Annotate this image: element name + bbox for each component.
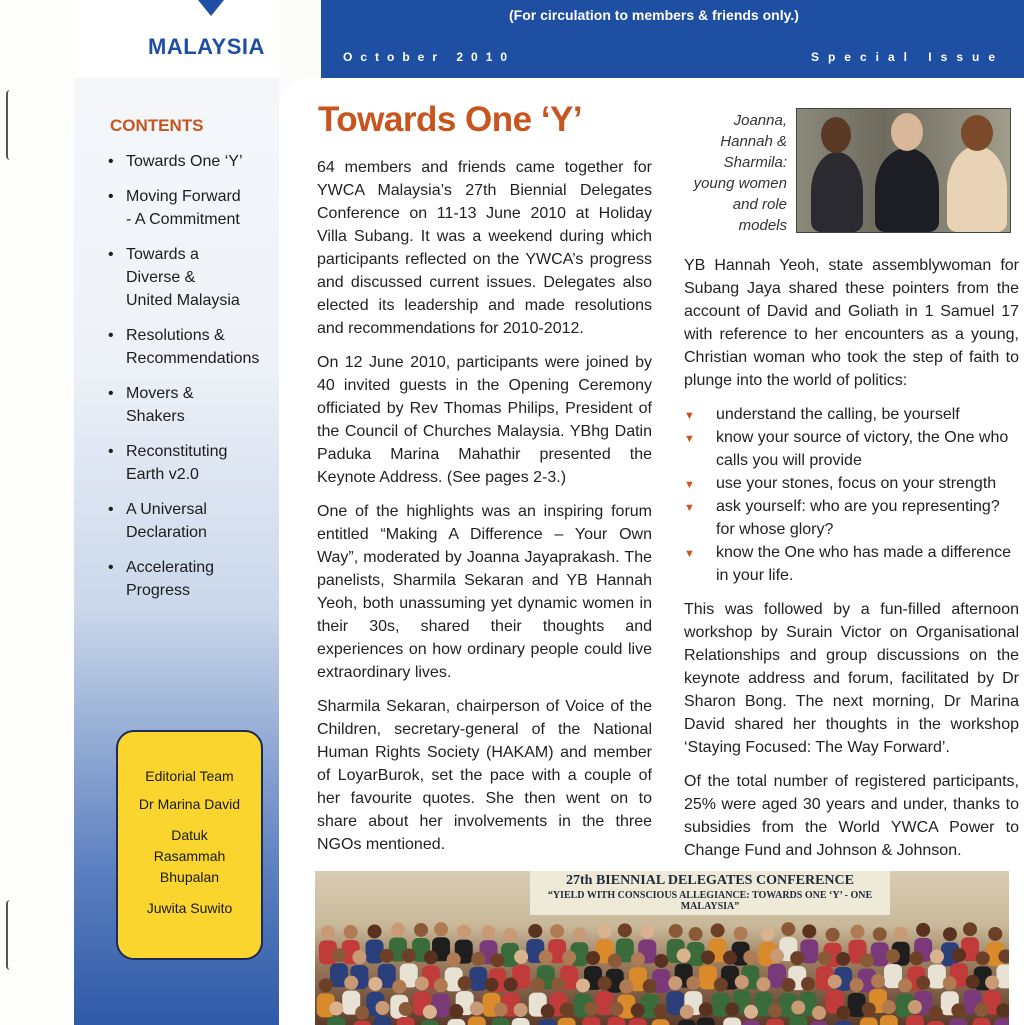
crowd-person-head: [541, 1004, 555, 1018]
crowd-person-head: [686, 976, 700, 990]
crowd-person-head: [560, 1003, 574, 1017]
crowd-person-head: [782, 978, 796, 992]
issue-date: October 2010: [343, 50, 516, 64]
crowd-person-head: [963, 922, 977, 936]
crowd-person-head: [894, 927, 908, 941]
contents-item[interactable]: • Moving Forward - A Commitment: [104, 185, 279, 231]
banner-line-1: 27th BIENNIAL DELEGATES CONFERENCE: [566, 873, 854, 888]
crowd-person-head: [494, 1003, 508, 1017]
crowd-person-head: [485, 978, 499, 992]
crowd-person-head: [677, 948, 691, 962]
crowd-person-head: [434, 978, 448, 992]
crowd-person-head: [871, 974, 885, 988]
crowd-person-head: [562, 951, 576, 965]
crowd-person-body: [539, 1019, 557, 1025]
crowd-person-head: [812, 1006, 826, 1020]
paragraph: This was followed by a fun-filled afternoon workshop by Surain Victor on Organisational Relationships and group discussions on the keynote address and forum, facilitated by Dr Sharon Bong. The next morning, Dr Marina David shared her thoughts in the workshop ‘Staying Focused: The Way Forward’.: [684, 601, 1019, 756]
crowd-person-body: [327, 1017, 345, 1025]
crowd-person-head: [850, 978, 864, 992]
crowd-person-head: [930, 950, 944, 964]
crowd-person-head: [761, 927, 775, 941]
group-photo: [315, 871, 1009, 1025]
crowd-person-head: [951, 1003, 965, 1017]
crowd-person-head: [909, 951, 923, 965]
crowd-person-head: [457, 925, 471, 939]
crowd-person-head: [862, 1002, 876, 1016]
crowd-person-head: [319, 978, 333, 992]
paper-margin: [0, 0, 74, 1025]
crowd-person-body: [789, 1016, 807, 1025]
crowd-person-head: [689, 927, 703, 941]
crowd-person-head: [415, 976, 429, 990]
crowd-person-head: [791, 1001, 805, 1015]
crowd-person-head: [344, 976, 358, 990]
crowd-person-head: [735, 975, 749, 989]
crowd-person-head: [402, 949, 416, 963]
crowd-person-head: [781, 922, 795, 936]
crowd-person-head: [714, 978, 728, 992]
crowd-person-head: [434, 922, 448, 936]
binding-clip: [6, 900, 12, 970]
crowd-person-head: [608, 954, 622, 968]
crowd-person-body: [492, 1018, 510, 1025]
crowd-person-head: [908, 1000, 922, 1014]
pointer-item: ▼ know the One who has made a difference in your life.: [684, 541, 1019, 587]
crowd-person-head: [790, 951, 804, 965]
crowd-person-head: [826, 928, 840, 942]
crowd-person-head: [801, 977, 815, 991]
crowd-person-body: [973, 1018, 991, 1025]
crowd-person-head: [643, 979, 657, 993]
crowd-person-head: [368, 924, 382, 938]
crowd-person-body: [582, 1017, 600, 1025]
crowd-person-body: [652, 1019, 670, 1025]
crowd-person-head: [744, 1005, 758, 1019]
crowd-person-head: [654, 954, 668, 968]
editorial-team-box: [116, 730, 263, 960]
editor-name: Juwita Suwito: [146, 900, 233, 916]
crowd-person-head: [355, 1006, 369, 1020]
crowd-person-head: [988, 927, 1002, 941]
crowd-person-head: [449, 1004, 463, 1018]
crowd-person-head: [828, 975, 842, 989]
contents-item[interactable]: • Accelerating Progress: [104, 556, 279, 602]
pointer-item: ▼ use your stones, focus on your strength: [684, 472, 1019, 495]
crowd-person-head: [514, 1003, 528, 1017]
crowd-person-head: [898, 979, 912, 993]
contents-item[interactable]: • Towards a Diverse & United Malaysia: [104, 243, 279, 312]
crowd-person-body: [447, 1019, 465, 1025]
crowd-person-body: [697, 1017, 715, 1025]
crowd-person-head: [818, 951, 832, 965]
crowd-person-head: [471, 952, 485, 966]
crowd-illustration: [315, 911, 1009, 1025]
person-head: [821, 117, 851, 153]
crowd-person-head: [669, 924, 683, 938]
crowd-person-head: [699, 1002, 713, 1016]
crowd-person-head: [734, 927, 748, 941]
contents-item[interactable]: • Resolutions & Recommendations: [104, 324, 279, 370]
person-figure: [811, 152, 863, 232]
crowd-person-head: [423, 1005, 437, 1019]
crowd-person-head: [344, 925, 358, 939]
contents-item[interactable]: • Reconstituting Earth v2.0: [104, 440, 279, 486]
editor-name: Dr Marina David: [138, 796, 241, 812]
header-banner: [321, 0, 1024, 78]
crowd-person-body: [607, 1017, 625, 1025]
crowd-person-body: [512, 1018, 530, 1025]
crowd-person-head: [631, 1003, 645, 1017]
crowd-person-head: [551, 977, 565, 991]
crowd-person-head: [503, 928, 517, 942]
crowd-person-head: [916, 923, 930, 937]
crowd-person-head: [743, 950, 757, 964]
crowd-person-head: [572, 927, 586, 941]
crowd-person-head: [668, 976, 682, 990]
crowd-person-head: [392, 980, 406, 994]
contents-item[interactable]: • Towards One ‘Y’: [104, 150, 279, 173]
person-figure: [947, 146, 1007, 232]
crowd-person-head: [539, 950, 553, 964]
paragraph: Sharmila Sekaran, chairperson of Voice of the Children, secretary-general of the National Human Rights Society (HAKAM) and member of LoyarBurok, set the pace with a couple of her favourite quotes. She then went on to share about her involvements in the three NGOs mentioned.: [317, 698, 652, 853]
crowd-person-head: [514, 950, 528, 964]
crowd-person-body: [723, 1017, 741, 1025]
crowd-person-body: [860, 1017, 878, 1025]
crowd-person-head: [619, 980, 633, 994]
panelists-photo: [796, 108, 1011, 233]
crowd-person-head: [711, 923, 725, 937]
crowd-person-head: [332, 948, 346, 962]
binding-clip: [6, 90, 12, 160]
banner-line-2: “YIELD WITH CONSCIOUS ALLEGIANCE: TOWARDS ONE ‘Y’ - ONE MALAYSIA”: [547, 890, 873, 912]
crowd-person-head: [424, 950, 438, 964]
crowd-person-head: [584, 1002, 598, 1016]
crowd-person-body: [629, 1018, 647, 1025]
person-head: [891, 113, 923, 151]
crowd-person-head: [701, 950, 715, 964]
crowd-person-head: [618, 923, 632, 937]
contents-item[interactable]: • A Universal Declaration: [104, 498, 279, 544]
conference-banner: [530, 871, 890, 915]
pointer-item: ▼ ask yourself: who are you representing? for whose glory?: [684, 495, 1019, 541]
crowd-person-body: [906, 1015, 924, 1025]
editorial-title: Editorial Team: [145, 768, 234, 784]
crowd-person-head: [504, 978, 518, 992]
paragraph: YB Hannah Yeoh, state assemblywoman for Subang Jaya shared these pointers from the account of David and Goliath in 1 Samuel 17 with reference to her encounters as a young, Christian woman who took the step of faith to plunge into the world of politics:: [684, 257, 1019, 389]
crowd-person-head: [929, 1006, 943, 1020]
crowd-person-head: [640, 924, 654, 938]
crowd-person-head: [851, 925, 865, 939]
logo-text: MALAYSIA: [148, 34, 265, 59]
crowd-person-body: [880, 1015, 898, 1025]
crowd-person-head: [414, 923, 428, 937]
crowd-person-head: [768, 1004, 782, 1018]
editor-name: Datuk Rasammah Bhupalan: [153, 827, 226, 885]
article-column-1: [317, 156, 652, 867]
logo-triangle-icon: [198, 0, 224, 16]
crowd-person-head: [531, 978, 545, 992]
crowd-person-head: [952, 948, 966, 962]
crowd-person-body: [994, 1018, 1009, 1025]
crowd-person-head: [976, 951, 990, 965]
pointer-item: ▼ know your source of victory, the One who calls you will provide: [684, 426, 1019, 472]
crowd-person-head: [770, 949, 784, 963]
crowd-person-head: [321, 925, 335, 939]
crowd-person-body: [742, 1020, 760, 1025]
crowd-person-head: [873, 927, 887, 941]
crowd-person-head: [943, 927, 957, 941]
crowd-person-body: [834, 1021, 852, 1025]
paragraph: 64 members and friends came together for YWCA Malaysia’s 27th Biennial Delegates Conference on 11-13 June 2010 at Holiday Villa Subang. It was a weekend during which participants reflected on the YWCA’s progress and discussed current issues. Delegates also elected its leadership and made resolutions and recommendations for 2010-2012.: [317, 159, 652, 337]
crowd-person-body: [927, 1021, 945, 1025]
crowd-person-head: [352, 950, 366, 964]
crowd-person-body: [810, 1021, 828, 1025]
crowd-person-head: [802, 924, 816, 938]
crowd-person-head: [528, 924, 542, 938]
crowd-person-head: [631, 952, 645, 966]
pointer-item: ▼ understand the calling, be yourself: [684, 403, 1019, 426]
crowd-person-head: [975, 1003, 989, 1017]
contents-title: CONTENTS: [110, 116, 204, 135]
crowd-person-head: [375, 1001, 389, 1015]
photo-caption: Joanna, Hannah & Sharmila: young women and role models: [693, 112, 787, 234]
crowd-person-head: [458, 976, 472, 990]
crowd-person-head: [680, 1005, 694, 1019]
crowd-person-head: [576, 978, 590, 992]
crowd-person-head: [470, 1002, 484, 1016]
crowd-person-head: [368, 977, 382, 991]
crowd-person-body: [949, 1018, 967, 1025]
crowd-person-head: [882, 1000, 896, 1014]
crowd-person-body: [678, 1020, 696, 1025]
crowd-person-head: [490, 953, 504, 967]
crowd-person-head: [756, 977, 770, 991]
pointers-list: [684, 403, 1019, 587]
crowd-person-head: [447, 952, 461, 966]
crowd-person-head: [609, 1002, 623, 1016]
crowd-person-head: [860, 953, 874, 967]
contents-list: [104, 150, 279, 614]
person-head: [961, 115, 993, 151]
crowd-person-body: [397, 1017, 415, 1025]
crowd-person-head: [482, 925, 496, 939]
crowd-person-head: [654, 1004, 668, 1018]
crowd-person-head: [886, 949, 900, 963]
article-headline: Towards One ‘Y’: [318, 100, 583, 139]
crowd-person-head: [550, 924, 564, 938]
crowd-person-body: [353, 1021, 371, 1025]
contents-item[interactable]: • Movers & Shakers: [104, 382, 279, 428]
crowd-person-head: [966, 975, 980, 989]
crowd-person-head: [598, 976, 612, 990]
issue-label: Special Issue: [810, 50, 1004, 64]
crowd-person-head: [985, 975, 999, 989]
paragraph: One of the highlights was an inspiring forum entitled “Making A Difference – Your Own Way”, moderated by Joanna Jayaprakash. The panelists, Sharmila Sekaran and YB Hannah Yeoh, both unassuming yet dynamic women in their 30s, shared their thoughts and experiences on how ordinary people could live extraordinary lives.: [317, 503, 652, 681]
crowd-person-body: [468, 1017, 486, 1025]
crowd-person-body: [766, 1019, 784, 1025]
article-column-2: [684, 254, 1019, 873]
crowd-person-head: [725, 1002, 739, 1016]
crowd-person-head: [598, 924, 612, 938]
paragraph: Of the total number of registered participants, 25% were aged 30 years and under, thanks to subsidies from the World YWCA Power to Change Fund and Johnson & Johnson.: [684, 773, 1019, 859]
crowd-person-body: [421, 1020, 439, 1025]
crowd-person-head: [943, 976, 957, 990]
crowd-person-head: [723, 951, 737, 965]
circulation-note: (For circulation to members & friends only.): [509, 7, 799, 23]
crowd-person-body: [558, 1018, 576, 1025]
crowd-person-head: [399, 1002, 413, 1016]
crowd-person-head: [380, 949, 394, 963]
crowd-person-head: [836, 1006, 850, 1020]
crowd-person-body: [469, 967, 487, 991]
paragraph: On 12 June 2010, participants were joined by 40 invited guests in the Opening Ceremony officiated by Rev Thomas Philips, President of the Council of Churches Malaysia. YBhg Datin Paduka Marina Mahathir presented the Keynote Address. (See pages 2-3.): [317, 354, 652, 486]
person-figure: [875, 148, 939, 232]
crowd-person-head: [586, 951, 600, 965]
crowd-person-head: [391, 922, 405, 936]
crowd-person-head: [836, 952, 850, 966]
logo: [74, 0, 279, 78]
crowd-person-head: [916, 976, 930, 990]
crowd-person-body: [366, 939, 384, 963]
crowd-person-body: [373, 1016, 391, 1025]
crowd-person-head: [329, 1002, 343, 1016]
